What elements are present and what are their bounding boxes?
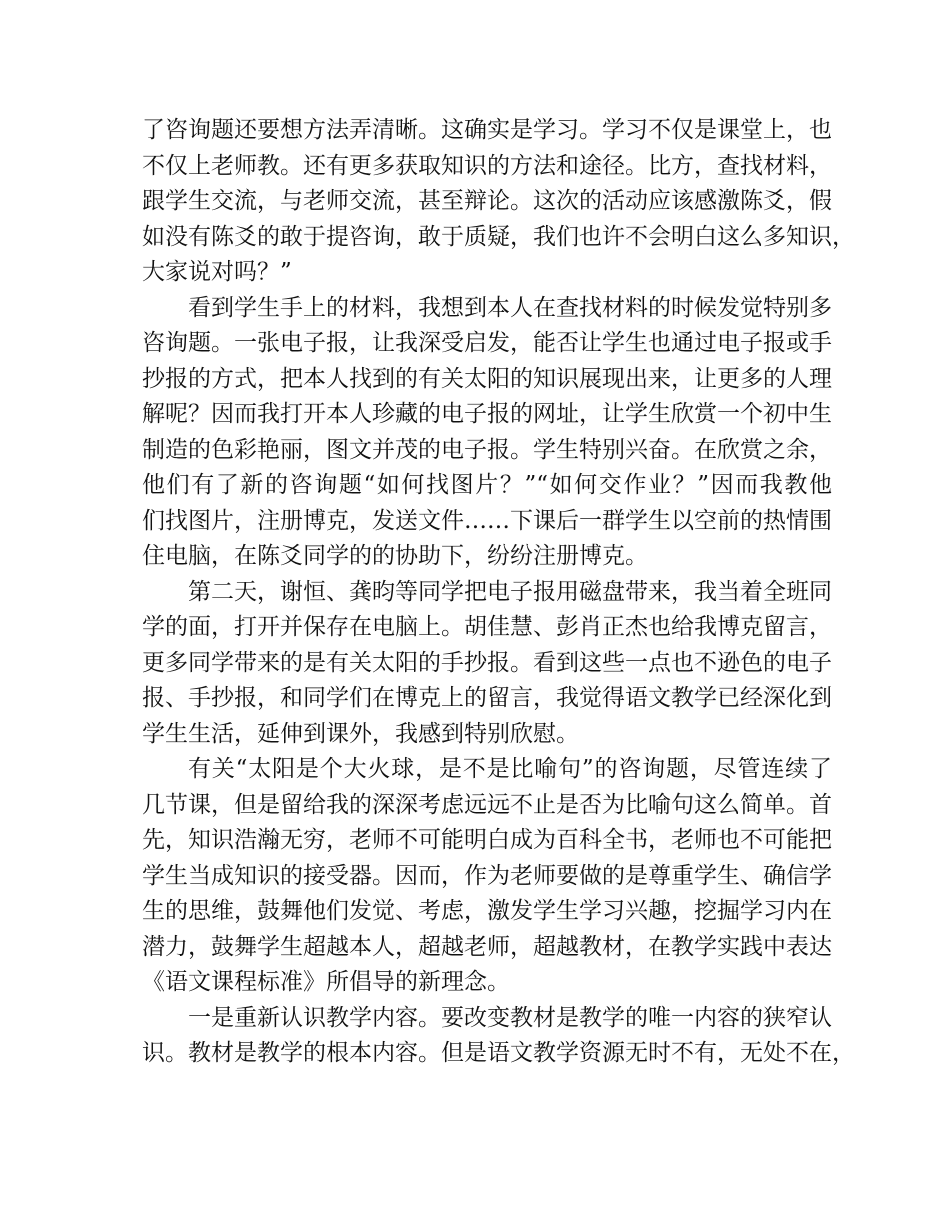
text-line: 潜力，鼓舞学生超越本人，超越老师，超越教材，在教学实践中表达 (142, 933, 832, 960)
text-line: 不仅上老师教。还有更多获取知识的方法和途径。比方，查找材料， (142, 152, 832, 179)
text-line: 一是重新认识教学内容。要改变教材是教学的唯一内容的狭窄认 (188, 1004, 832, 1031)
text-line: 先，知识浩瀚无穷，老师不可能明白成为百科全书，老师也不可能把 (142, 827, 832, 853)
text-line: 识。教材是教学的根本内容。但是语文教学资源无时不有，无处不在， (142, 1040, 855, 1066)
text-line: 如没有陈爻的敢于提咨询，敢于质疑，我们也许不会明白这么多知识， (142, 223, 855, 250)
text-line: 大家说对吗？” (142, 259, 292, 285)
text-line: 住电脑，在陈爻同学的的协助下，纷纷注册博克。 (142, 543, 648, 569)
text-line: 咨询题。一张电子报，让我深受启发，能否让学生也通过电子报或手 (142, 330, 832, 356)
text-line: 学生当成知识的接受器。因而，作为老师要做的是尊重学生、确信学 (142, 862, 832, 889)
document-body (142, 113, 855, 1072)
text-line: 学的面，打开并保存在电脑上。胡佳慧、彭肖正杰也给我博克留言， (142, 614, 832, 640)
text-line: 制造的色彩艳丽，图文并茂的电子报。学生特别兴奋。在欣赏之余， (142, 436, 832, 463)
text-line: 有关“太阳是个大火球，是不是比喻句”的咨询题，尽管连续了 (188, 756, 832, 782)
text-line: 解呢？因而我打开本人珍藏的电子报的网址，让学生欣赏一个初中生 (142, 401, 832, 427)
text-line: 几节课，但是留给我的深深考虑远远不止是否为比喻句这么简单。首 (142, 791, 832, 818)
text-line: 更多同学带来的是有关太阳的手抄报。看到这些一点也不逊色的电子 (142, 649, 832, 676)
text-line: 抄报的方式，把本人找到的有关太阳的知识展现出来，让更多的人理 (142, 365, 832, 392)
text-line: 《语文课程标准》所倡导的新理念。 (142, 969, 510, 995)
text-line: 跟学生交流，与老师交流，甚至辩论。这次的活动应该感激陈爻，假 (142, 188, 832, 214)
text-line: 们找图片，注册博克，发送文件……下课后一群学生以空前的热情围 (142, 507, 832, 534)
text-line: 他们有了新的咨询题“如何找图片？”“如何交作业？”因而我教他 (142, 472, 832, 498)
text-line: 报、手抄报，和同学们在博克上的留言，我觉得语文教学已经深化到 (142, 685, 832, 711)
text-line: 第二天，谢恒、龚昀等同学把电子报用磁盘带来，我当着全班同 (188, 578, 832, 605)
text-line: 看到学生手上的材料，我想到本人在查找材料的时候发觉特别多 (188, 294, 832, 321)
text-line: 了咨询题还要想方法弄清晰。这确实是学习。学习不仅是课堂上，也 (142, 117, 832, 143)
text-line: 学生生活，延伸到课外，我感到特别欣慰。 (142, 720, 579, 747)
text-line: 生的思维，鼓舞他们发觉、考虑，激发学生学习兴趣，挖掘学习内在 (142, 898, 832, 924)
